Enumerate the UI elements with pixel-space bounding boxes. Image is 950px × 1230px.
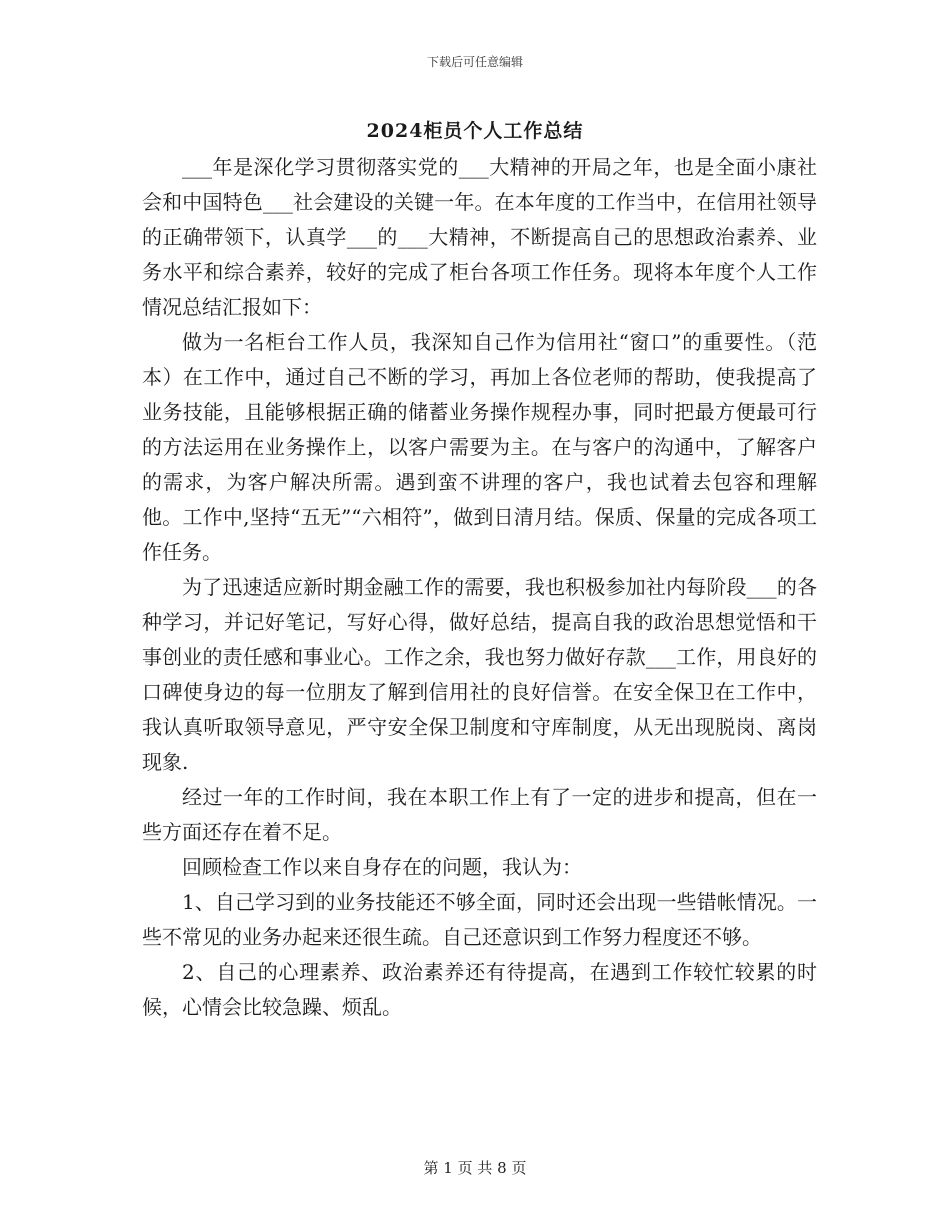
document-body: [142, 150, 817, 1025]
header-note: 下载后可任意编辑: [426, 55, 523, 69]
paragraph-counter-work: 做为一名柜台工作人员，我深知自己作为信用社“窗口”的重要性。（范本）在工作中，通过自己不断的学习，再加上各位老师的帮助，使我提高了业务技能，且能够根据正确的储蓄业务操作规程办事，同时把最方便最可行的方法运用在业务操作上，以客户需要为主。在与客户的沟通中，了解客户的需求，为客户解决所需。遇到蛮不讲理的客户，我也试着去包容和理解他。工作中,坚持“五无”“六相符”，做到日清月结。保质、保量的完成各项工作任务。: [142, 330, 817, 564]
paragraph-learning: 为了迅速适应新时期金融工作的需要，我也积极参加社内每阶段___的各种学习，并记好笔记，写好心得，做好总结，提高自我的政治思想觉悟和干事创业的责任感和事业心。工作之余，我也努力做好存款___工作，用良好的口碑使身边的每一位朋友了解到信用社的良好信誉。在安全保卫在工作中，我认真听取领导意见，严守安全保卫制度和守库制度，从无出现脱岗、离岗现象.: [142, 575, 817, 774]
paragraph-progress: 经过一年的工作时间，我在本职工作上有了一定的进步和提高，但在一些方面还存在着不足。: [142, 785, 817, 844]
paragraph-intro: ___年是深化学习贯彻落实党的___大精神的开局之年，也是全面小康社会和中国特色___社会建设的关键一年。在本年度的工作当中，在信用社领导的正确带领下，认真学___的___大精神，不断提高自己的思想政治素养、业务水平和综合素养，较好的完成了柜台各项工作任务。现将本年度个人工作情况总结汇报如下：: [142, 155, 817, 319]
paragraph-review: 回顾检查工作以来自身存在的问题，我认为：: [182, 855, 582, 879]
page-number: 第 1 页 共 8 页: [423, 1159, 527, 1177]
document-title: 2024柜员个人工作总结: [366, 120, 584, 142]
paragraph-issue-2: 2、自己的心理素养、政治素养还有待提高，在遇到工作较忙较累的时候，心情会比较急躁、烦乱。: [142, 960, 817, 1019]
paragraph-issue-1: 1、自己学习到的业务技能还不够全面，同时还会出现一些错帐情况。一些不常见的业务办起来还很生疏。自己还意识到工作努力程度还不够。: [142, 890, 817, 949]
